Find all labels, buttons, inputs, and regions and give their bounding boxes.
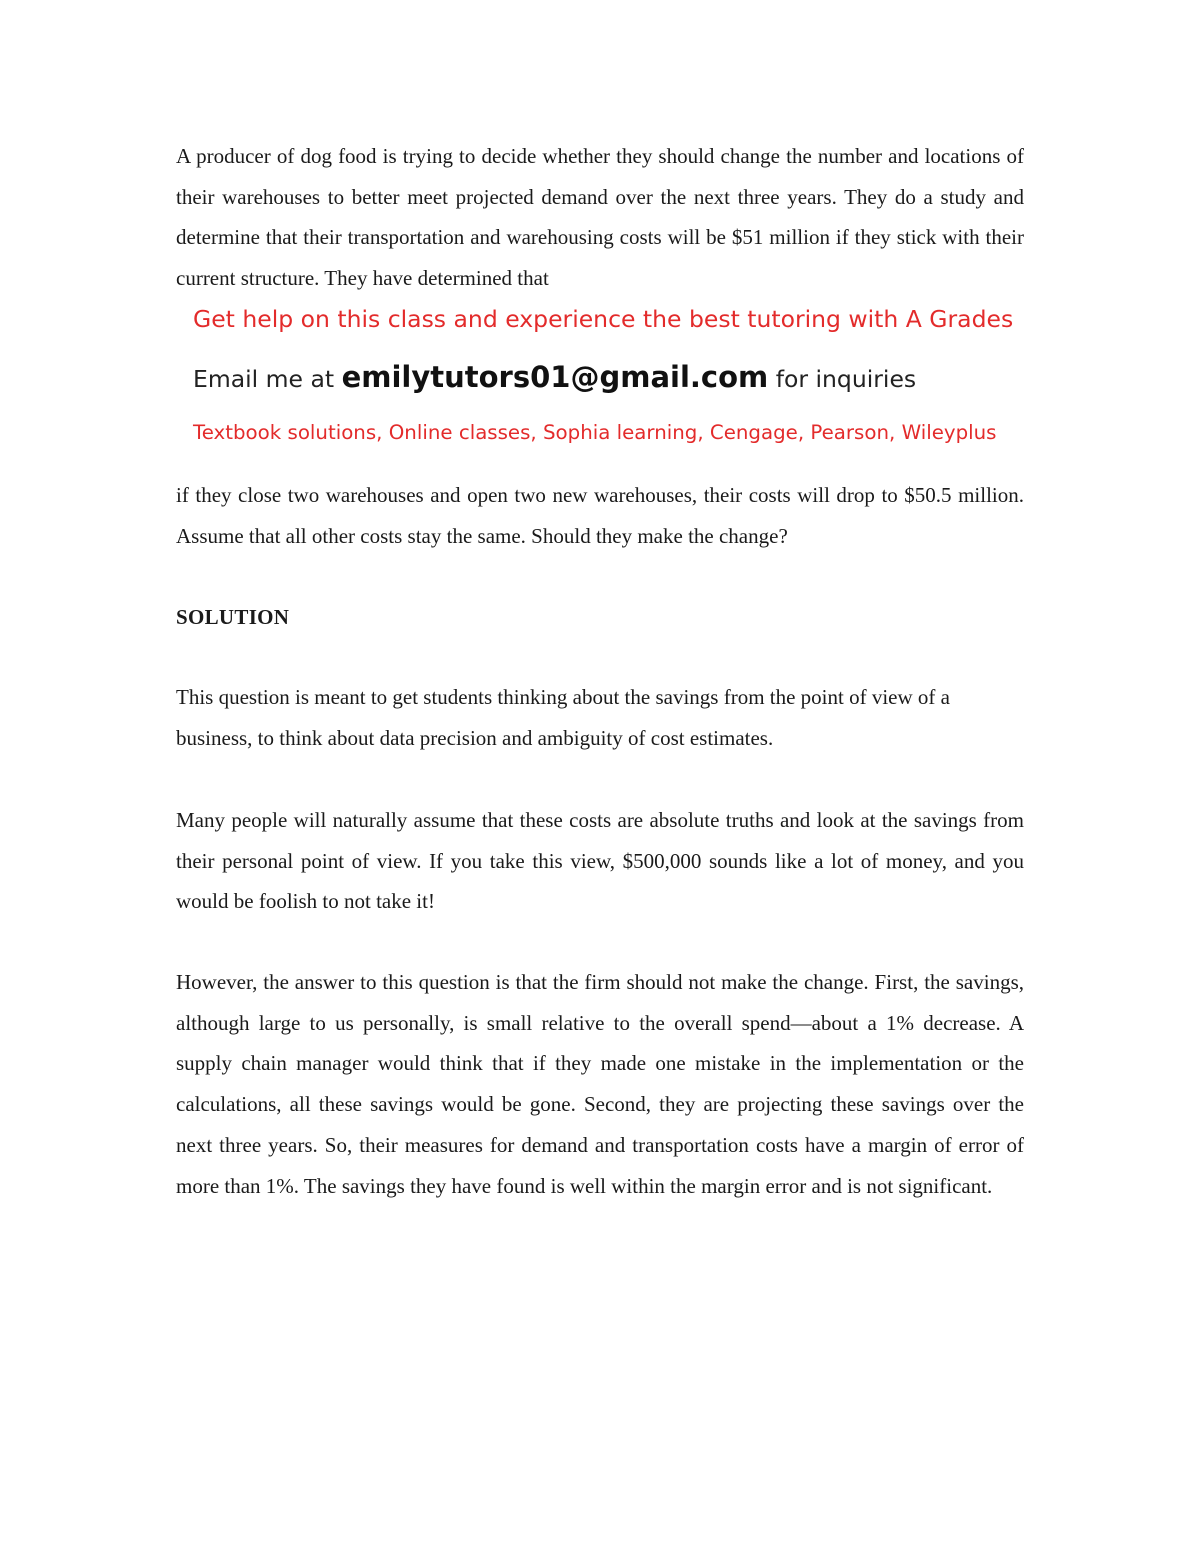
ad-services-line: Textbook solutions, Online classes, Sophia learning, Cengage, Pearson, Wileyplus	[193, 421, 997, 444]
solution-paragraph-2: Many people will naturally assume that these costs are absolute truths and look at the savings from their personal point of view. If you take this view, $500,000 sounds like a lot of money, and you would be foolish to not take it!	[176, 808, 1024, 914]
solution-paragraph-3: However, the answer to this question is that the firm should not make the change. First, the savings, although large to us personally, is small relative to the overall spend—about a 1% decrease. A supply chain manager would think that if they made one mistake in the implementation or the calculations, all these savings would be gone. Second, they are projecting these savings over the next three years. So, their measures for demand and transportation costs have a margin of error of more than 1%. The savings they have found is well within the margin error and is not significant.	[176, 970, 1024, 1198]
solution-paragraph-1: This question is meant to get students thinking about the savings from the point of view of a business, to think about data precision and ambiguity of cost estimates.	[176, 685, 950, 750]
question-paragraph-intro: A producer of dog food is trying to decide whether they should change the number and locations of their warehouses to better meet projected demand over the next three years. They do a study and determine that their transportation and warehousing costs will be $51 million if they stick with their current structure. They have determined that	[176, 144, 1024, 291]
ad-email-line	[193, 360, 916, 394]
solution-heading: SOLUTION	[176, 605, 290, 629]
ad-email-suffix: for inquiries	[768, 365, 917, 393]
ad-email-address[interactable]: emilytutors01@gmail.com	[341, 360, 769, 394]
question-paragraph-continued: if they close two warehouses and open two new warehouses, their costs will drop to $50.5 million. Assume that all other costs stay the same. Should they make the change?	[176, 483, 1024, 548]
ad-email-prefix: Email me at	[193, 365, 342, 393]
ad-headline: Get help on this class and experience the best tutoring with A Grades	[193, 305, 1014, 333]
